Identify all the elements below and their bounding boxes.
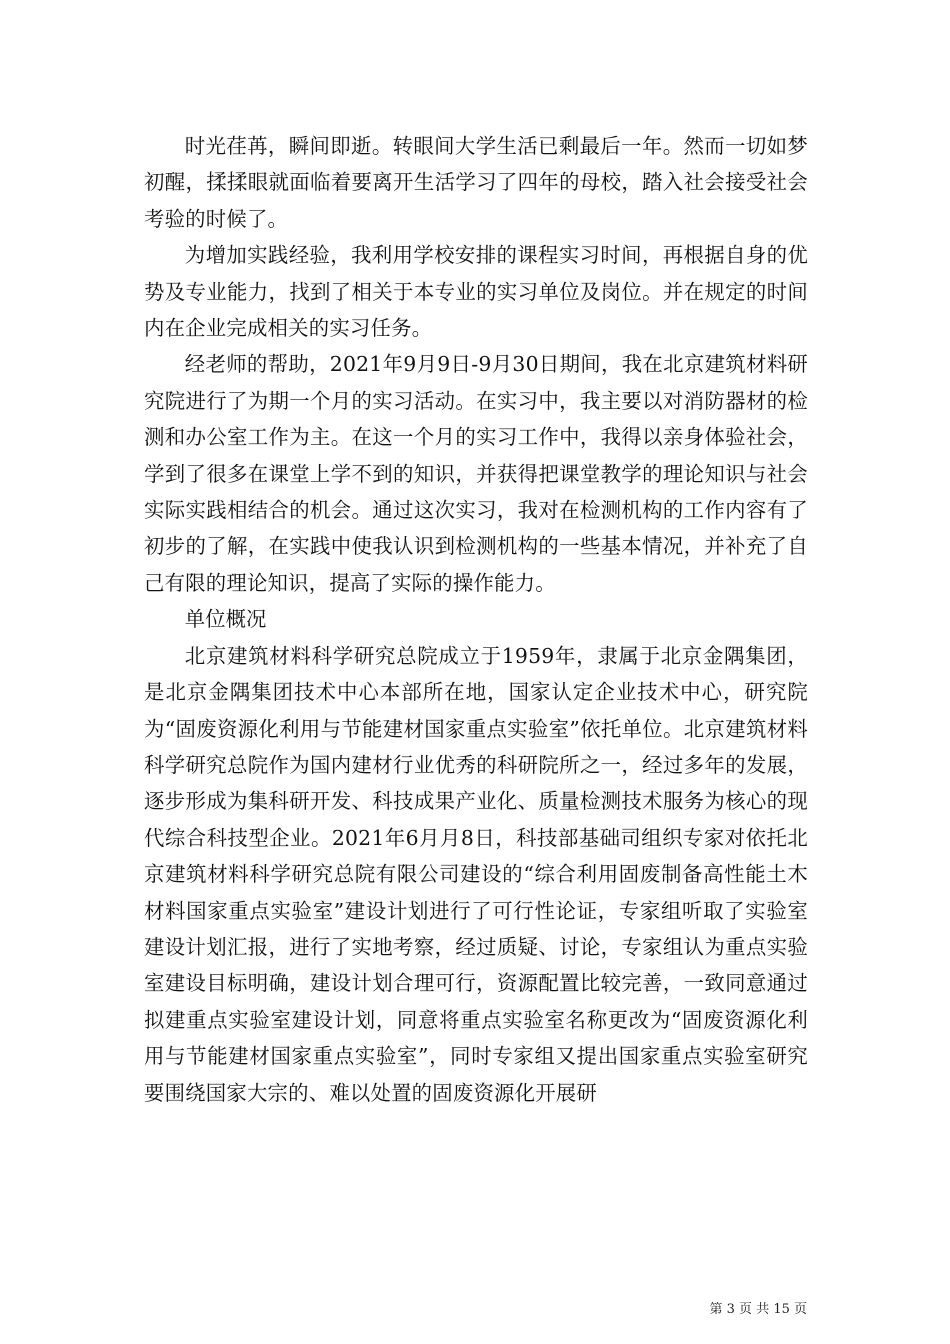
paragraph-organization-overview: 北京建筑材料科学研究总院成立于1959年，隶属于北京金隅集团，是北京金隅集团技术中心本部所在地，国家认定企业技术中心，研究院为“固废资源化利用与节能建材国家重点实验室”依托单位。北京建筑材料科学研究总院作为国内建材行业优秀的科研院所之一，经过多年的发展，逐步形成为集科研开发、科技成果产业化、质量检测技术服务为核心的现代综合科技型企业。2021年6月月8日，科技部基础司组织专家对依托北京建筑材料科学研究总院有限公司建设的“综合利用固废制备高性能土木材料国家重点实验室”建设计划进行了可行性论证，专家组听取了实验室建设计划汇报，进行了实地考察，经过质疑、讨论，专家组认为重点实验室建设目标明确，建设计划合理可行，资源配置比较完善，一致同意通过拟建重点实验室建设计划，同意将重点实验室名称更改为“固废资源化利用与节能建材国家重点实验室”，同时专家组又提出国家重点实验室研究要围绕国家大宗的、难以处置的固废资源化开展研 — [144, 643, 808, 1105]
paragraph-internship-summary: 经老师的帮助，2021年9月9日-9月30日期间，我在北京建筑材料研究院进行了为期一个月的实习活动。在实习中，我主要以对消防器材的检测和办公室工作为主。在这一个月的实习工作中，我得以亲身体验社会，学到了很多在课堂上学不到的知识，并获得把课堂教学的理论知识与社会实际实践相结合的机会。通过这次实习，我对在检测机构的工作内容有了初步的了解，在实践中使我认识到检测机构的一些基本情况，并补充了自己有限的理论知识，提高了实际的操作能力。 — [144, 352, 808, 595]
document-body — [144, 128, 808, 1111]
section-heading: 单位概况 — [184, 607, 267, 632]
paragraph-practice-purpose: 为增加实践经验，我利用学校安排的课程实习时间，再根据自身的优势及专业能力，找到了相关于本专业的实习单位及岗位。并在规定的时间内在企业完成相关的实习任务。 — [144, 243, 808, 341]
paragraph-intro: 时光荏苒，瞬间即逝。转眼间大学生活已剩最后一年。然而一切如梦初醒，揉揉眼就面临着要离开生活学习了四年的母校，踏入社会接受社会考验的时候了。 — [144, 134, 808, 231]
page-number: 第 3 页 共 15 页 — [709, 1302, 807, 1317]
